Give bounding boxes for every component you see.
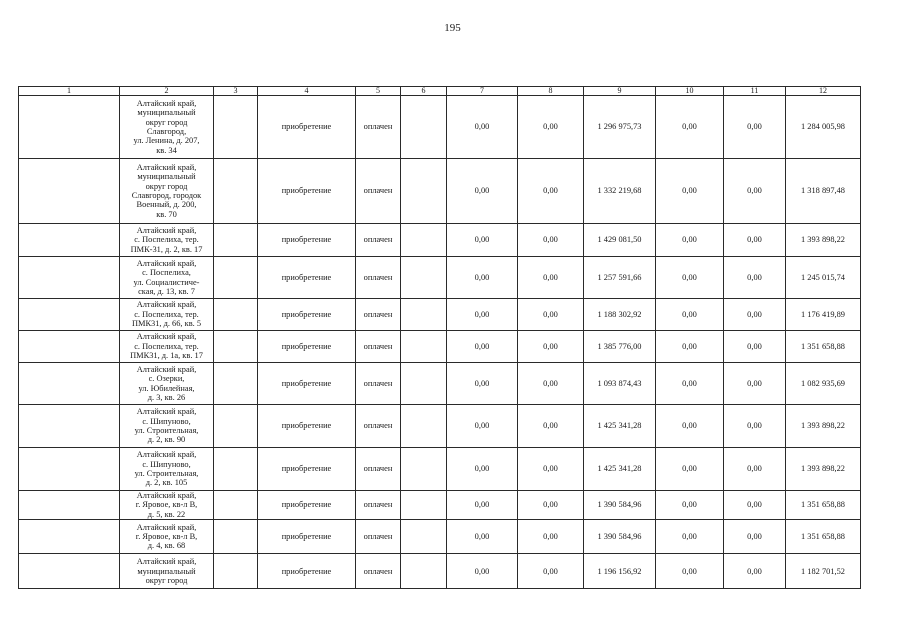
status-cell: оплачен <box>356 363 401 405</box>
column-number: 2 <box>120 87 214 96</box>
amount-cell: 0,00 <box>518 448 584 491</box>
amount-cell: 0,00 <box>656 448 724 491</box>
cell-empty <box>214 299 258 331</box>
cell-empty <box>214 554 258 589</box>
address-cell <box>120 448 214 491</box>
amount-cell: 0,00 <box>724 331 786 363</box>
address-line: ул. Социалистиче- <box>133 277 200 287</box>
address-cell <box>120 405 214 448</box>
table-row <box>19 363 861 405</box>
action-cell: приобретение <box>258 299 356 331</box>
address-line: ул. Строительная, <box>134 469 199 478</box>
amount-cell: 0,00 <box>518 299 584 331</box>
amount-cell: 0,00 <box>447 491 518 520</box>
column-number: 9 <box>584 87 656 96</box>
address-line: с. Поспелиха, тер. <box>134 235 199 245</box>
column-number: 8 <box>518 87 584 96</box>
address-line: с. Шипуново, <box>142 416 191 426</box>
address-line: Военный, д. 200, <box>136 200 197 210</box>
address-cell <box>120 224 214 257</box>
address-cell <box>120 491 214 520</box>
address-line: Славгород, <box>146 127 187 136</box>
address-cell <box>120 520 214 554</box>
amount-cell: 1 318 897,48 <box>786 159 861 224</box>
amount-cell: 1 351 658,88 <box>786 520 861 554</box>
address-line: д. 4, кв. 68 <box>147 541 186 551</box>
address-cell <box>120 363 214 405</box>
amount-cell: 0,00 <box>447 554 518 589</box>
column-number: 11 <box>724 87 786 96</box>
amount-cell: 1 093 874,43 <box>584 363 656 405</box>
address-line: кв. 34 <box>156 145 177 155</box>
cell-empty <box>214 363 258 405</box>
amount-cell: 1 385 776,00 <box>584 331 656 363</box>
amount-cell: 0,00 <box>724 257 786 299</box>
address-line: Алтайский край, <box>136 225 197 235</box>
amount-cell: 1 082 935,69 <box>786 363 861 405</box>
address-line: ПМК31, д. 1а, кв. 17 <box>130 351 203 361</box>
address-line: ПМК-31, д. 2, кв. 17 <box>130 244 203 254</box>
column-number: 5 <box>356 87 401 96</box>
table-row <box>19 96 861 159</box>
address-line: Алтайский край, <box>136 450 197 460</box>
amount-cell: 1 188 302,92 <box>584 299 656 331</box>
cell-empty <box>19 491 120 520</box>
address-line: округ город <box>145 575 188 585</box>
address-line: Алтайский край, <box>136 332 197 342</box>
action-cell: приобретение <box>258 554 356 589</box>
page-number: 195 <box>444 22 461 34</box>
cell-empty <box>401 96 447 159</box>
column-number: 6 <box>401 87 447 96</box>
amount-cell: 0,00 <box>724 520 786 554</box>
amount-cell: 0,00 <box>724 96 786 159</box>
address-cell <box>120 554 214 589</box>
status-cell: оплачен <box>356 448 401 491</box>
cell-empty <box>401 491 447 520</box>
column-number: 4 <box>258 87 356 96</box>
cell-empty <box>214 96 258 159</box>
address-line: кв. 70 <box>156 209 177 219</box>
amount-cell: 0,00 <box>656 405 724 448</box>
action-cell: приобретение <box>258 491 356 520</box>
amount-cell: 1 393 898,22 <box>786 448 861 491</box>
cell-empty <box>214 331 258 363</box>
address-line: Алтайский край, <box>136 300 197 310</box>
amount-cell: 0,00 <box>447 363 518 405</box>
address-line: с. Поспелиха, тер. <box>134 309 199 319</box>
address-line: округ город <box>145 181 188 191</box>
status-cell: оплачен <box>356 405 401 448</box>
amount-cell: 0,00 <box>518 554 584 589</box>
amount-cell: 0,00 <box>447 299 518 331</box>
address-line: Алтайский край, <box>136 98 197 108</box>
table-row <box>19 299 861 331</box>
address-line: Славгород, городок <box>131 191 202 200</box>
cell-empty <box>214 520 258 554</box>
address-line: Алтайский край, <box>136 258 197 268</box>
cell-empty <box>214 491 258 520</box>
amount-cell: 0,00 <box>518 159 584 224</box>
column-number-row <box>19 87 861 96</box>
cell-empty <box>401 405 447 448</box>
address-line: д. 3, кв. 26 <box>147 392 186 402</box>
table-row <box>19 159 861 224</box>
column-number: 1 <box>19 87 120 96</box>
cell-empty <box>214 448 258 491</box>
address-line: муниципальный <box>137 108 196 118</box>
amount-cell: 1 245 015,74 <box>786 257 861 299</box>
cell-empty <box>401 331 447 363</box>
status-cell: оплачен <box>356 159 401 224</box>
amount-cell: 1 390 584,96 <box>584 491 656 520</box>
address-line: ская, д. 13, кв. 7 <box>138 286 195 296</box>
amount-cell: 0,00 <box>518 491 584 520</box>
amount-cell: 0,00 <box>656 554 724 589</box>
cell-empty <box>214 257 258 299</box>
action-cell: приобретение <box>258 405 356 448</box>
amount-cell: 0,00 <box>518 520 584 554</box>
amount-cell: 1 425 341,28 <box>584 448 656 491</box>
status-cell: оплачен <box>356 257 401 299</box>
amount-cell: 1 393 898,22 <box>786 405 861 448</box>
column-number: 12 <box>786 87 861 96</box>
amount-cell: 1 182 701,52 <box>786 554 861 589</box>
amount-cell: 0,00 <box>518 363 584 405</box>
address-line: округ город <box>145 117 188 127</box>
status-cell: оплачен <box>356 491 401 520</box>
table-row <box>19 257 861 299</box>
cell-empty <box>214 159 258 224</box>
cell-empty <box>401 257 447 299</box>
table-row <box>19 331 861 363</box>
amount-cell: 0,00 <box>518 331 584 363</box>
amount-cell: 1 296 975,73 <box>584 96 656 159</box>
amount-cell: 1 429 081,50 <box>584 224 656 257</box>
cell-empty <box>19 448 120 491</box>
address-line: д. 2, кв. 90 <box>147 435 186 445</box>
amount-cell: 0,00 <box>724 224 786 257</box>
action-cell: приобретение <box>258 257 356 299</box>
cell-empty <box>214 224 258 257</box>
amount-cell: 1 257 591,66 <box>584 257 656 299</box>
address-line: Алтайский край, <box>136 522 197 532</box>
address-line: ул. Строительная, <box>134 426 199 435</box>
cell-empty <box>19 554 120 589</box>
table-row <box>19 520 861 554</box>
action-cell: приобретение <box>258 159 356 224</box>
amount-cell: 0,00 <box>518 257 584 299</box>
table-row <box>19 554 861 589</box>
amount-cell: 1 390 584,96 <box>584 520 656 554</box>
address-line: муниципальный <box>137 566 196 576</box>
address-line: с. Шипуново, <box>142 459 191 469</box>
status-cell: оплачен <box>356 520 401 554</box>
amount-cell: 0,00 <box>447 331 518 363</box>
registry-body <box>19 96 861 589</box>
action-cell: приобретение <box>258 363 356 405</box>
cell-empty <box>19 96 120 159</box>
amount-cell: 1 351 658,88 <box>786 491 861 520</box>
amount-cell: 1 332 219,68 <box>584 159 656 224</box>
address-line: с. Поспелиха, <box>142 268 191 278</box>
amount-cell: 0,00 <box>656 331 724 363</box>
table-row <box>19 448 861 491</box>
amount-cell: 0,00 <box>724 554 786 589</box>
amount-cell: 0,00 <box>656 96 724 159</box>
amount-cell: 0,00 <box>447 520 518 554</box>
status-cell: оплачен <box>356 299 401 331</box>
amount-cell: 0,00 <box>656 257 724 299</box>
address-line: г. Яровое, кв-л В, <box>135 532 198 542</box>
cell-empty <box>401 159 447 224</box>
cell-empty <box>401 363 447 405</box>
cell-empty <box>401 520 447 554</box>
status-cell: оплачен <box>356 224 401 257</box>
cell-empty <box>19 363 120 405</box>
amount-cell: 1 196 156,92 <box>584 554 656 589</box>
address-line: с. Озерки, <box>148 374 185 384</box>
amount-cell: 0,00 <box>656 520 724 554</box>
amount-cell: 0,00 <box>656 491 724 520</box>
table-row <box>19 405 861 448</box>
address-cell <box>120 331 214 363</box>
amount-cell: 0,00 <box>724 448 786 491</box>
address-line: Алтайский край, <box>136 364 197 374</box>
amount-cell: 1 425 341,28 <box>584 405 656 448</box>
amount-cell: 0,00 <box>724 299 786 331</box>
amount-cell: 0,00 <box>447 159 518 224</box>
amount-cell: 0,00 <box>518 224 584 257</box>
amount-cell: 0,00 <box>447 224 518 257</box>
cell-empty <box>214 405 258 448</box>
action-cell: приобретение <box>258 331 356 363</box>
cell-empty <box>19 520 120 554</box>
amount-cell: 0,00 <box>724 159 786 224</box>
address-line: ПМК31, д. 66, кв. 5 <box>131 319 202 329</box>
action-cell: приобретение <box>258 520 356 554</box>
address-line: ул. Юбилейная, <box>138 383 195 393</box>
address-line: д. 5, кв. 22 <box>147 509 186 519</box>
amount-cell: 0,00 <box>447 405 518 448</box>
address-line: Алтайский край, <box>136 557 197 567</box>
amount-cell: 0,00 <box>518 96 584 159</box>
address-cell <box>120 257 214 299</box>
amount-cell: 0,00 <box>656 299 724 331</box>
status-cell: оплачен <box>356 554 401 589</box>
amount-cell: 0,00 <box>656 159 724 224</box>
cell-empty <box>401 299 447 331</box>
cell-empty <box>19 405 120 448</box>
address-line: с. Поспелиха, тер. <box>134 341 199 351</box>
status-cell: оплачен <box>356 331 401 363</box>
cell-empty <box>19 331 120 363</box>
amount-cell: 1 351 658,88 <box>786 331 861 363</box>
cell-empty <box>19 224 120 257</box>
amount-cell: 0,00 <box>447 448 518 491</box>
address-line: Алтайский край, <box>136 491 197 500</box>
cell-empty <box>401 448 447 491</box>
amount-cell: 0,00 <box>447 257 518 299</box>
address-line: муниципальный <box>137 172 196 182</box>
amount-cell: 0,00 <box>724 491 786 520</box>
cell-empty <box>401 224 447 257</box>
action-cell: приобретение <box>258 448 356 491</box>
address-cell <box>120 159 214 224</box>
action-cell: приобретение <box>258 224 356 257</box>
address-line: г. Яровое, кв-л В, <box>135 500 198 510</box>
amount-cell: 1 176 419,89 <box>786 299 861 331</box>
address-line: ул. Ленина, д. 207, <box>133 136 200 146</box>
amount-cell: 0,00 <box>447 96 518 159</box>
amount-cell: 1 393 898,22 <box>786 224 861 257</box>
amount-cell: 1 284 005,98 <box>786 96 861 159</box>
amount-cell: 0,00 <box>656 224 724 257</box>
amount-cell: 0,00 <box>724 363 786 405</box>
amount-cell: 0,00 <box>518 405 584 448</box>
column-number: 10 <box>656 87 724 96</box>
cell-empty <box>19 299 120 331</box>
address-cell <box>120 299 214 331</box>
cell-empty <box>19 159 120 224</box>
registry-table <box>18 86 861 589</box>
status-cell: оплачен <box>356 96 401 159</box>
address-line: д. 2, кв. 105 <box>145 478 188 488</box>
amount-cell: 0,00 <box>724 405 786 448</box>
column-number: 7 <box>447 87 518 96</box>
address-line: Алтайский край, <box>136 162 197 172</box>
action-cell: приобретение <box>258 96 356 159</box>
cell-empty <box>401 554 447 589</box>
amount-cell: 0,00 <box>656 363 724 405</box>
cell-empty <box>19 257 120 299</box>
address-line: Алтайский край, <box>136 407 197 417</box>
address-cell <box>120 96 214 159</box>
table-row <box>19 224 861 257</box>
column-number: 3 <box>214 87 258 96</box>
table-row <box>19 491 861 520</box>
